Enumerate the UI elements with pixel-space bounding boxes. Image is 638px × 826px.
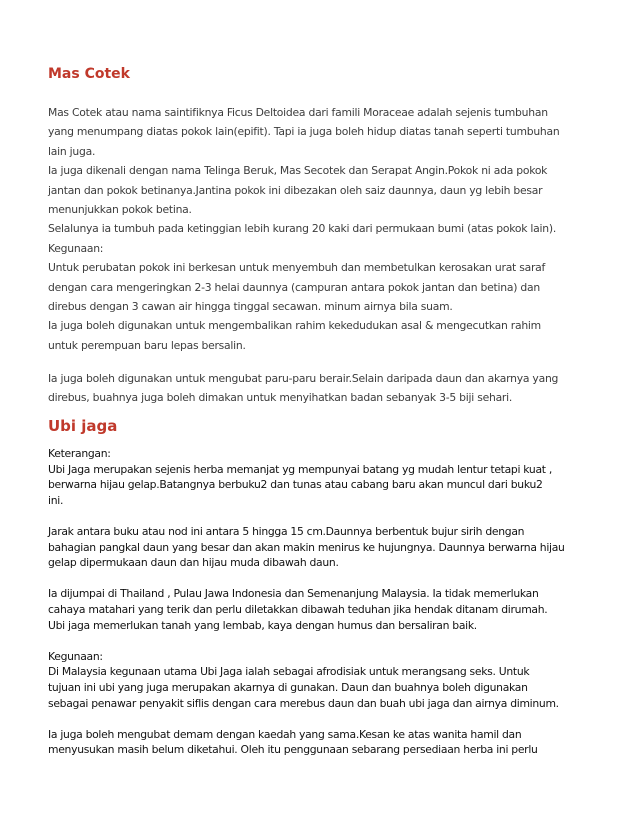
paragraph-gap: [48, 711, 588, 727]
section-title-mas-cotek: Mas Cotek: [48, 66, 130, 82]
body-line: cahaya matahari yang terik dan perlu diletakkan dibawah teduhan jika hendak ditanam dirumah.: [48, 602, 548, 616]
section-body-ubi-jaga: [48, 446, 588, 758]
body-line: Ia dijumpai di Thailand , Pulau Jawa Indonesia dan Semenanjung Malaysia. Ia tidak memerlukan: [48, 587, 539, 601]
body-line: Ia juga dikenali dengan nama Telinga Beruk, Mas Secotek dan Serapat Angin.Pokok ni ada pokok: [48, 164, 548, 178]
body-line: ini.: [48, 493, 64, 507]
section-title-ubi-jaga: Ubi jaga: [48, 417, 118, 435]
body-line: berwarna hijau gelap.Batangnya berbuku2 dan tunas atau cabang baru akan muncul dari buku2: [48, 478, 543, 492]
paragraph-gap: [48, 355, 588, 369]
body-line: Ubi jaga memerlukan tanah yang lembab, kaya dengan humus dan bersaliran baik.: [48, 618, 477, 632]
body-line: Ia juga boleh digunakan untuk mengubat paru-paru berair.Selain daripada daun dan akarnya yang: [48, 372, 559, 386]
body-line: direbus dengan 3 cawan air hingga tinggal secawan. minum airnya bila suam.: [48, 299, 453, 313]
body-line: Selalunya ia tumbuh pada ketinggian lebih kurang 20 kaki dari permukaan bumi (atas pokok lain).: [48, 222, 557, 236]
body-line: direbus, buahnya juga boleh dimakan untuk menyihatkan badan sebanyak 3-5 biji sehari.: [48, 391, 513, 405]
paragraph-gap: [48, 633, 588, 649]
body-line: Ubi Jaga merupakan sejenis herba memanjat yg mempunyai batang yg mudah lentur tetapi kuat ,: [48, 462, 552, 476]
body-line: Di Malaysia kegunaan utama Ubi Jaga ialah sebagai afrodisiak untuk merangsang seks. Untuk: [48, 665, 530, 679]
body-line: Jarak antara buku atau nod ini antara 5 hingga 15 cm.Daunnya berbentuk bujur sirih dengan: [48, 524, 525, 538]
body-line: Kegunaan:: [48, 241, 104, 255]
body-line: Ia juga boleh digunakan untuk mengembalikan rahim kekedudukan asal & mengecutkan rahim: [48, 319, 541, 333]
body-line: menyusukan masih belum diketahui. Oleh itu penggunaan sebarang persediaan herba ini perlu: [48, 743, 538, 757]
body-line: menunjukkan pokok betina.: [48, 202, 192, 216]
body-line: dengan cara mengeringkan 2-3 helai daunnya (campuran antara pokok jantan dan betina) dan: [48, 280, 540, 294]
body-line: lain juga.: [48, 144, 96, 158]
paragraph-gap: [48, 571, 588, 587]
body-line: Ia juga boleh mengubat demam dengan kaedah yang sama.Kesan ke atas wanita hamil dan: [48, 727, 522, 741]
body-line: Untuk perubatan pokok ini berkesan untuk menyembuh dan membetulkan kerosakan urat saraf: [48, 261, 546, 275]
body-line: gelap dipermukaan daun dan hijau muda dibawah daun.: [48, 556, 339, 570]
body-line: jantan dan pokok betinanya.Jantina pokok ini dibezakan oleh saiz daunnya, daun yg lebih besar: [48, 183, 543, 197]
body-line: tujuan ini ubi yang juga merupakan akarnya di gunakan. Daun dan buahnya boleh digunakan: [48, 680, 528, 694]
body-line: Kegunaan:: [48, 649, 103, 663]
body-line: untuk perempuan baru lepas bersalin.: [48, 338, 246, 352]
paragraph-gap: [48, 508, 588, 524]
body-line: Keterangan:: [48, 447, 111, 460]
body-line: sebagai penawar penyakit siflis dengan cara merebus daun dan buah ubi jaga dan airnya diminum.: [48, 696, 559, 710]
body-line: Mas Cotek atau nama saintifiknya Ficus Deltoidea dari famili Moraceae adalah sejenis tumbuhan: [48, 106, 548, 119]
section-body-mas-cotek: [48, 103, 588, 408]
body-line: yang menumpang diatas pokok lain(epifit). Tapi ia juga boleh hidup diatas tanah seperti tumbuhan: [48, 125, 560, 139]
body-line: bahagian pangkal daun yang besar dan akan makin menirus ke hujungnya. Daunnya berwarna hijau: [48, 540, 565, 554]
